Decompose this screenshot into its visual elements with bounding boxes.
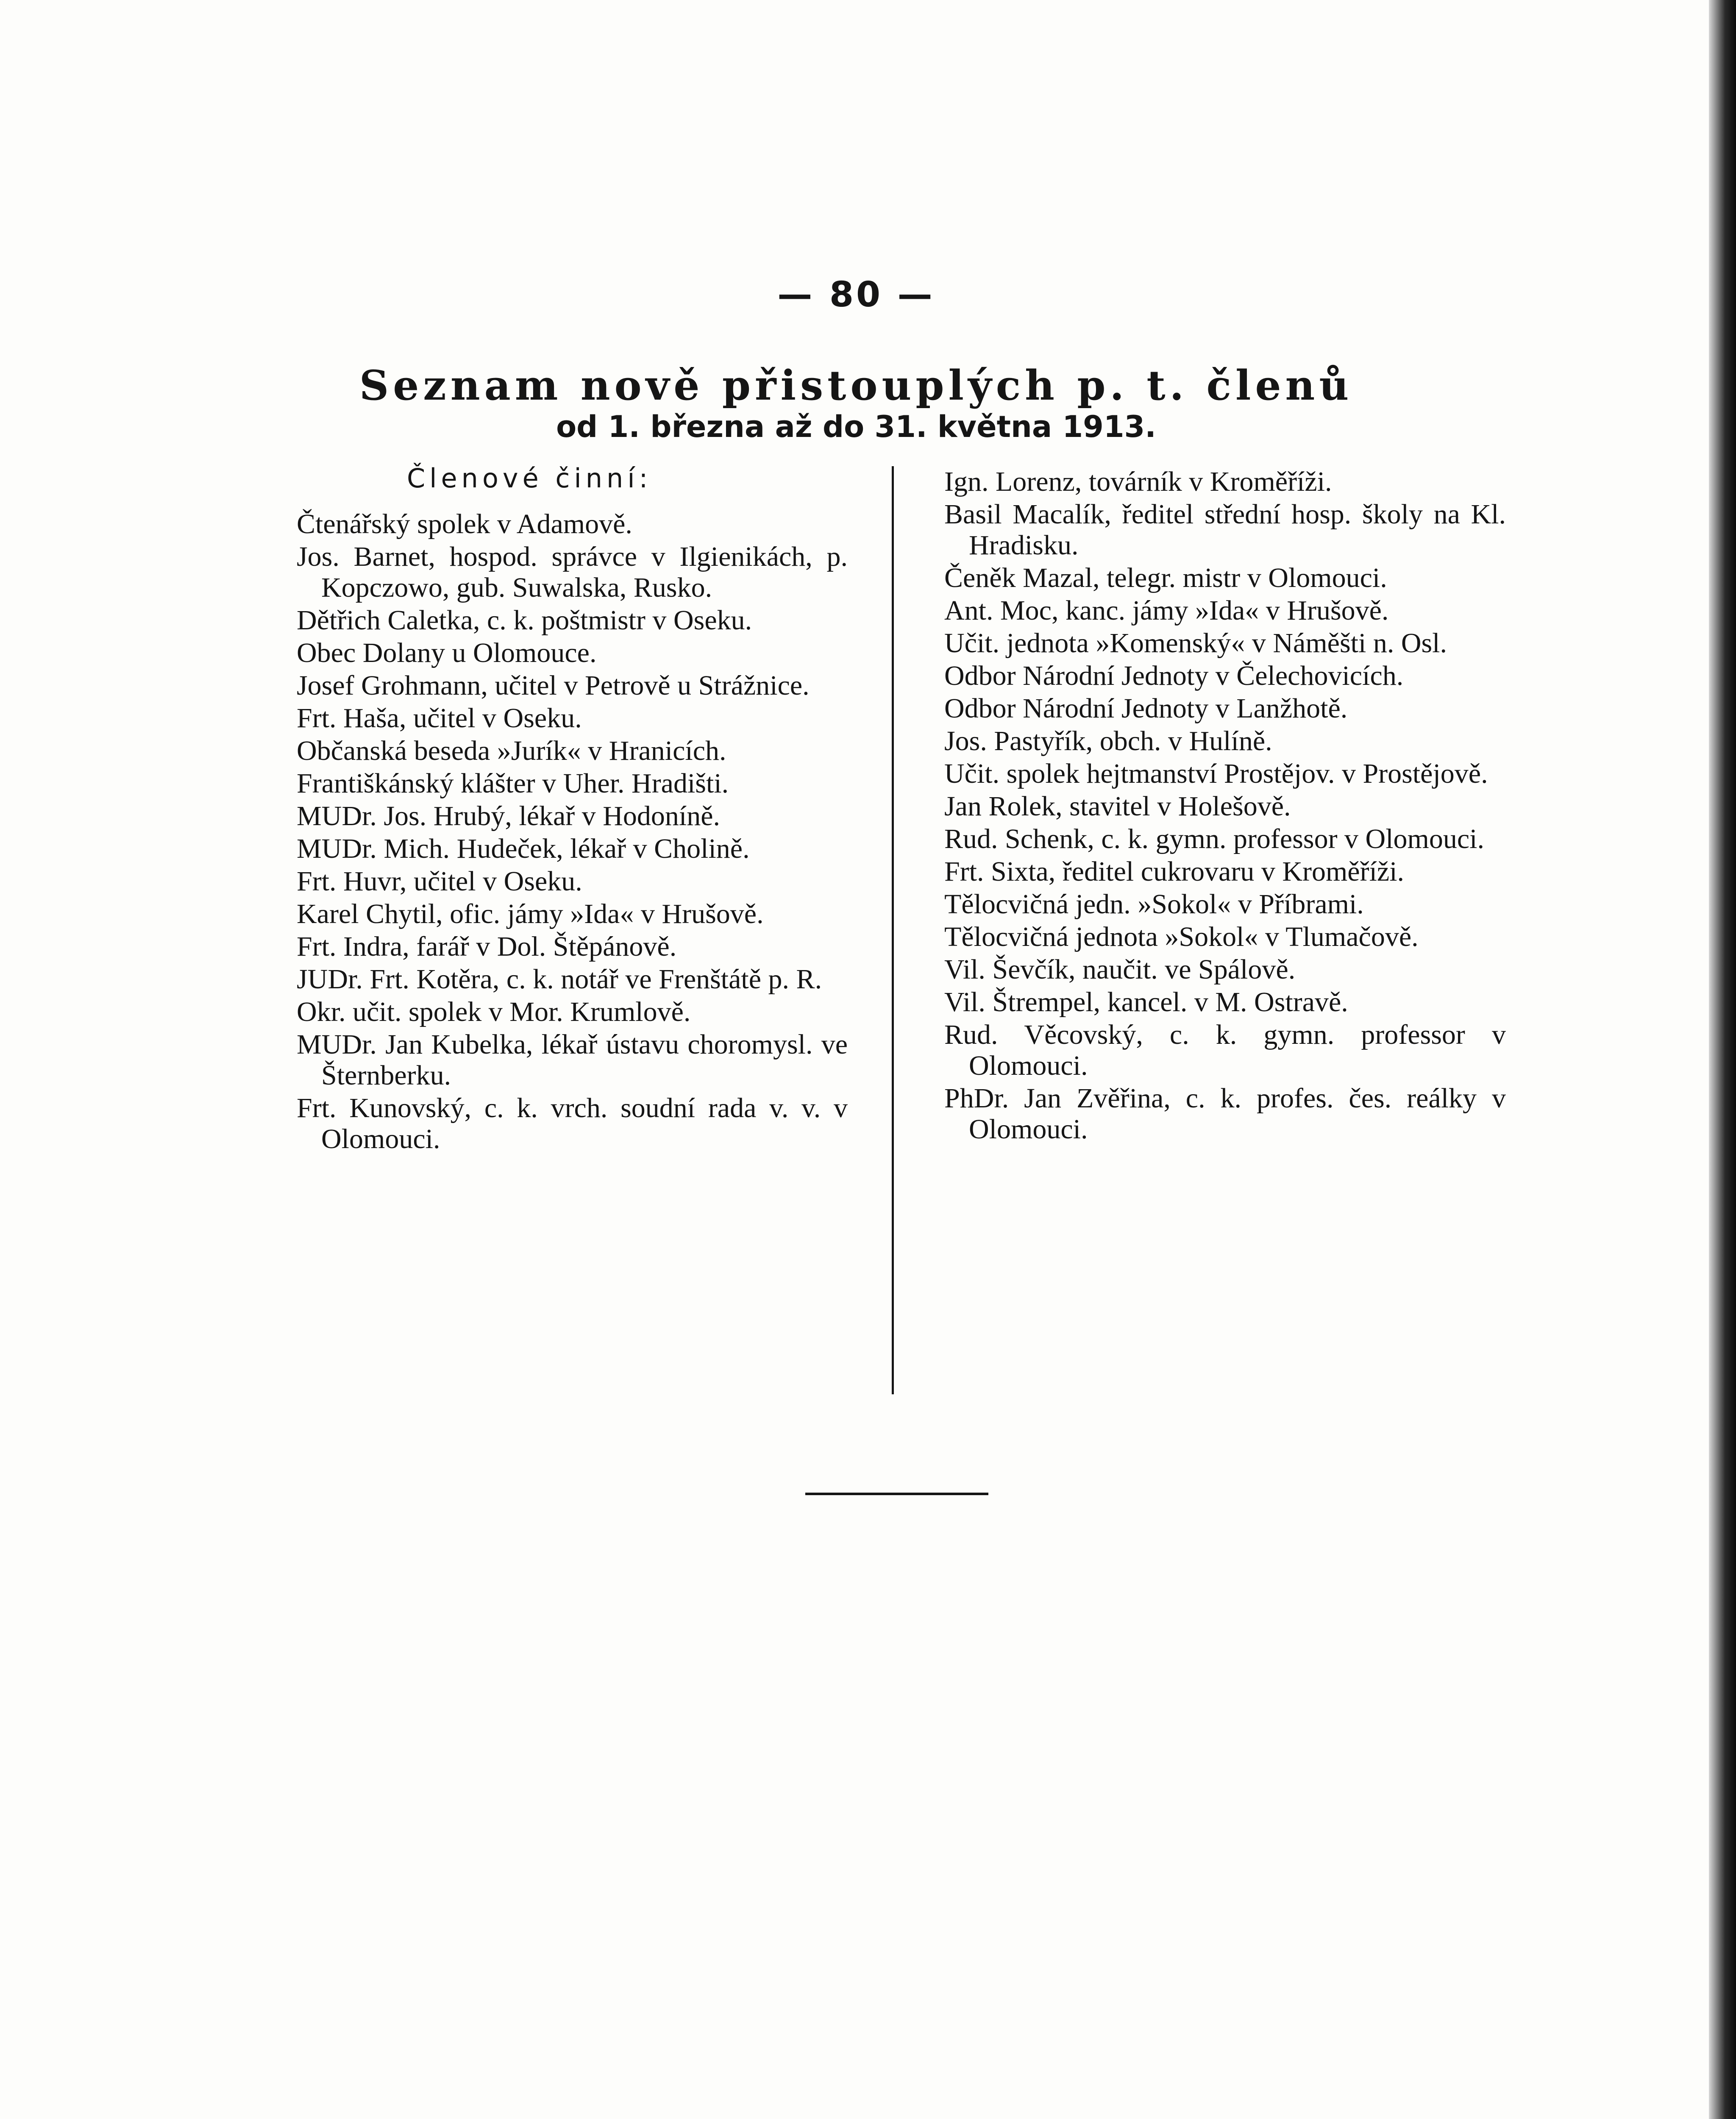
member-entry: Rud. Věcovský, c. k. gymn. professor v Olomouci. [944,1019,1506,1081]
member-entry: Frt. Indra, farář v Dol. Štěpánově. [297,931,677,962]
right-member-column [944,466,1506,1146]
member-entry: Josef Grohmann, učitel v Petrově u Strážnice. [297,670,810,701]
member-entry: Učit. jednota »Komenský« v Náměšti n. Osl. [944,628,1447,659]
page-edge-shadow [1709,0,1736,2119]
member-entry: Frt. Haša, učitel v Oseku. [297,703,582,734]
member-entry: MUDr. Jan Kubelka, lékař ústavu choromysl. ve Šternberku. [297,1029,848,1091]
member-entry: MUDr. Mich. Hudeček, lékař v Cholině. [297,833,750,864]
member-entry: Jos. Pastyřík, obch. v Hulíně. [944,726,1272,756]
member-entry: Jan Rolek, stavitel v Holešově. [944,791,1291,822]
member-entry: Občanská beseda »Jurík« v Hranicích. [297,735,726,766]
member-entry: Frt. Sixta, ředitel cukrovaru v Kroměříži. [944,856,1405,887]
member-entry: Františkánský klášter v Uher. Hradišti. [297,768,729,799]
member-entry: Vil. Štrempel, kancel. v M. Ostravě. [944,987,1348,1018]
member-entry: Okr. učit. spolek v Mor. Krumlově. [297,996,691,1027]
left-member-column [297,509,848,1156]
member-entry: Jos. Barnet, hospod. správce v Ilgienikách, p. Kopczowo, gub. Suwalska, Rusko. [297,541,848,603]
member-entry: JUDr. Frt. Kotěra, c. k. notář ve Frenštátě p. R. [297,964,822,995]
member-entry: Tělocvičná jednota »Sokol« v Tlumačově. [944,921,1419,952]
member-entry: Ant. Moc, kanc. jámy »Ida« v Hrušově. [944,595,1389,626]
member-entry: Frt. Huvr, učitel v Oseku. [297,866,582,897]
page-subtitle: od 1. března až do 31. května 1913. [556,409,1156,444]
member-entry: Dětřich Caletka, c. k. poštmistr v Oseku. [297,605,752,636]
member-entry: Odbor Národní Jednoty v Čelechovicích. [944,660,1404,691]
page-title: Seznam nově přistouplých p. t. členů [359,362,1353,409]
member-entry: Čeněk Mazal, telegr. mistr v Olomouci. [944,562,1387,593]
member-entry: Obec Dolany u Olomouce. [297,637,597,668]
member-entry: Ign. Lorenz, továrník v Kroměříži. [944,466,1332,497]
member-entry: Karel Chytil, ofic. jámy »Ida« v Hrušově. [297,898,764,929]
member-entry: Basil Macalík, ředitel střední hosp. školy na Kl. Hradisku. [944,499,1506,561]
member-entry: Čtenářský spolek v Adamově. [297,509,632,539]
member-entry: Tělocvičná jedn. »Sokol« v Příbrami. [944,889,1364,920]
member-entry: Učit. spolek hejtmanství Prostějov. v Prostějově. [944,758,1488,789]
member-entry: Rud. Schenk, c. k. gymn. professor v Olomouci. [944,823,1485,854]
page-number: — 80 — [777,275,935,315]
section-heading: Členové činní: [407,463,652,494]
member-entry: MUDr. Jos. Hrubý, lékař v Hodoníně. [297,801,721,831]
member-entry: Odbor Národní Jednoty v Lanžhotě. [944,693,1348,724]
end-rule [805,1493,988,1495]
member-entry: PhDr. Jan Zvěřina, c. k. profes. čes. reálky v Olomouci. [944,1083,1506,1145]
member-entry: Frt. Kunovský, c. k. vrch. soudní rada v. v. v Olomouci. [297,1093,848,1154]
column-divider [892,466,894,1394]
member-entry: Vil. Ševčík, naučit. ve Spálově. [944,954,1296,985]
